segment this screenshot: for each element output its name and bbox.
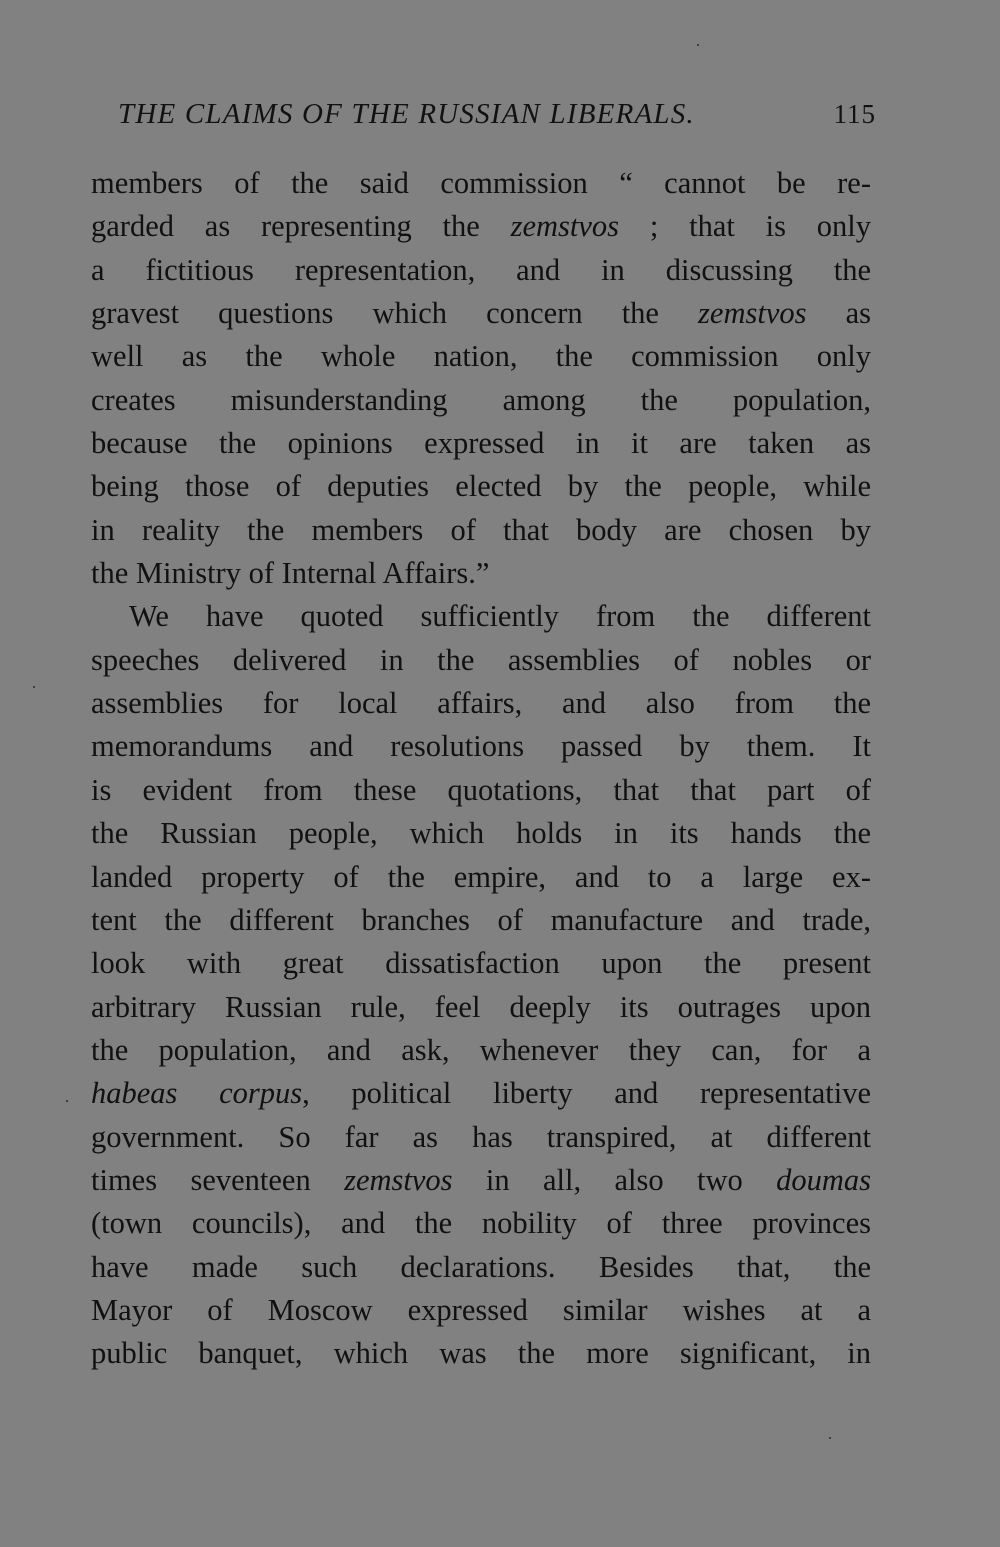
text-line: a fictitious representation, and in discussing the (91, 252, 871, 287)
text-line: the population, and ask, whenever they can, for a (91, 1032, 871, 1067)
text-line: habeas corpus, political liberty and representative (91, 1076, 871, 1111)
text-line: assemblies for local affairs, and also from the (91, 686, 871, 721)
text-line: gravest questions which concern the zemstvos as (91, 296, 871, 331)
text-line: well as the whole nation, the commission only (91, 339, 871, 374)
text-line: because the opinions expressed in it are taken as (91, 426, 871, 461)
text-line: memorandums and resolutions passed by them. It (91, 729, 871, 764)
text-line: times seventeen zemstvos in all, also two doumas (91, 1162, 871, 1197)
text-line: have made such declarations. Besides that, the (91, 1249, 871, 1284)
scan-speck (66, 1100, 68, 1102)
text-line: (town councils), and the nobility of three provinces (91, 1206, 871, 1241)
scan-speck (829, 1437, 831, 1439)
text-line: garded as representing the zemstvos ; that is only (91, 209, 871, 244)
text-line: tent the different branches of manufacture and trade, (91, 902, 871, 937)
text-line: Mayor of Moscow expressed similar wishes at a (91, 1292, 871, 1327)
text-line: the Ministry of Internal Affairs.” (91, 556, 490, 591)
text-line: arbitrary Russian rule, feel deeply its outrages upon (91, 989, 871, 1024)
text-line: is evident from these quotations, that that part of (91, 772, 871, 807)
text-line: the Russian people, which holds in its hands the (91, 816, 871, 851)
running-title: THE CLAIMS OF THE RUSSIAN LIBERALS. (118, 98, 695, 130)
text-line: government. So far as has transpired, at different (91, 1119, 871, 1154)
body-text (91, 162, 871, 1392)
page-number: 115 (833, 99, 876, 129)
text-line: speeches delivered in the assemblies of nobles or (91, 642, 871, 677)
text-line: public banquet, which was the more significant, in (91, 1336, 871, 1371)
text-line: look with great dissatisfaction upon the present (91, 946, 871, 981)
text-line: landed property of the empire, and to a large ex- (91, 859, 871, 894)
scan-speck (697, 44, 699, 46)
text-line: members of the said commission “ cannot be re- (91, 166, 871, 200)
text-line: in reality the members of that body are chosen by (91, 512, 871, 547)
text-line: We have quoted sufficiently from the different (129, 599, 871, 634)
page-header (118, 92, 878, 136)
text-line: being those of deputies elected by the people, while (91, 469, 871, 504)
text-line: creates misunderstanding among the population, (91, 382, 871, 417)
scan-speck (33, 686, 35, 688)
